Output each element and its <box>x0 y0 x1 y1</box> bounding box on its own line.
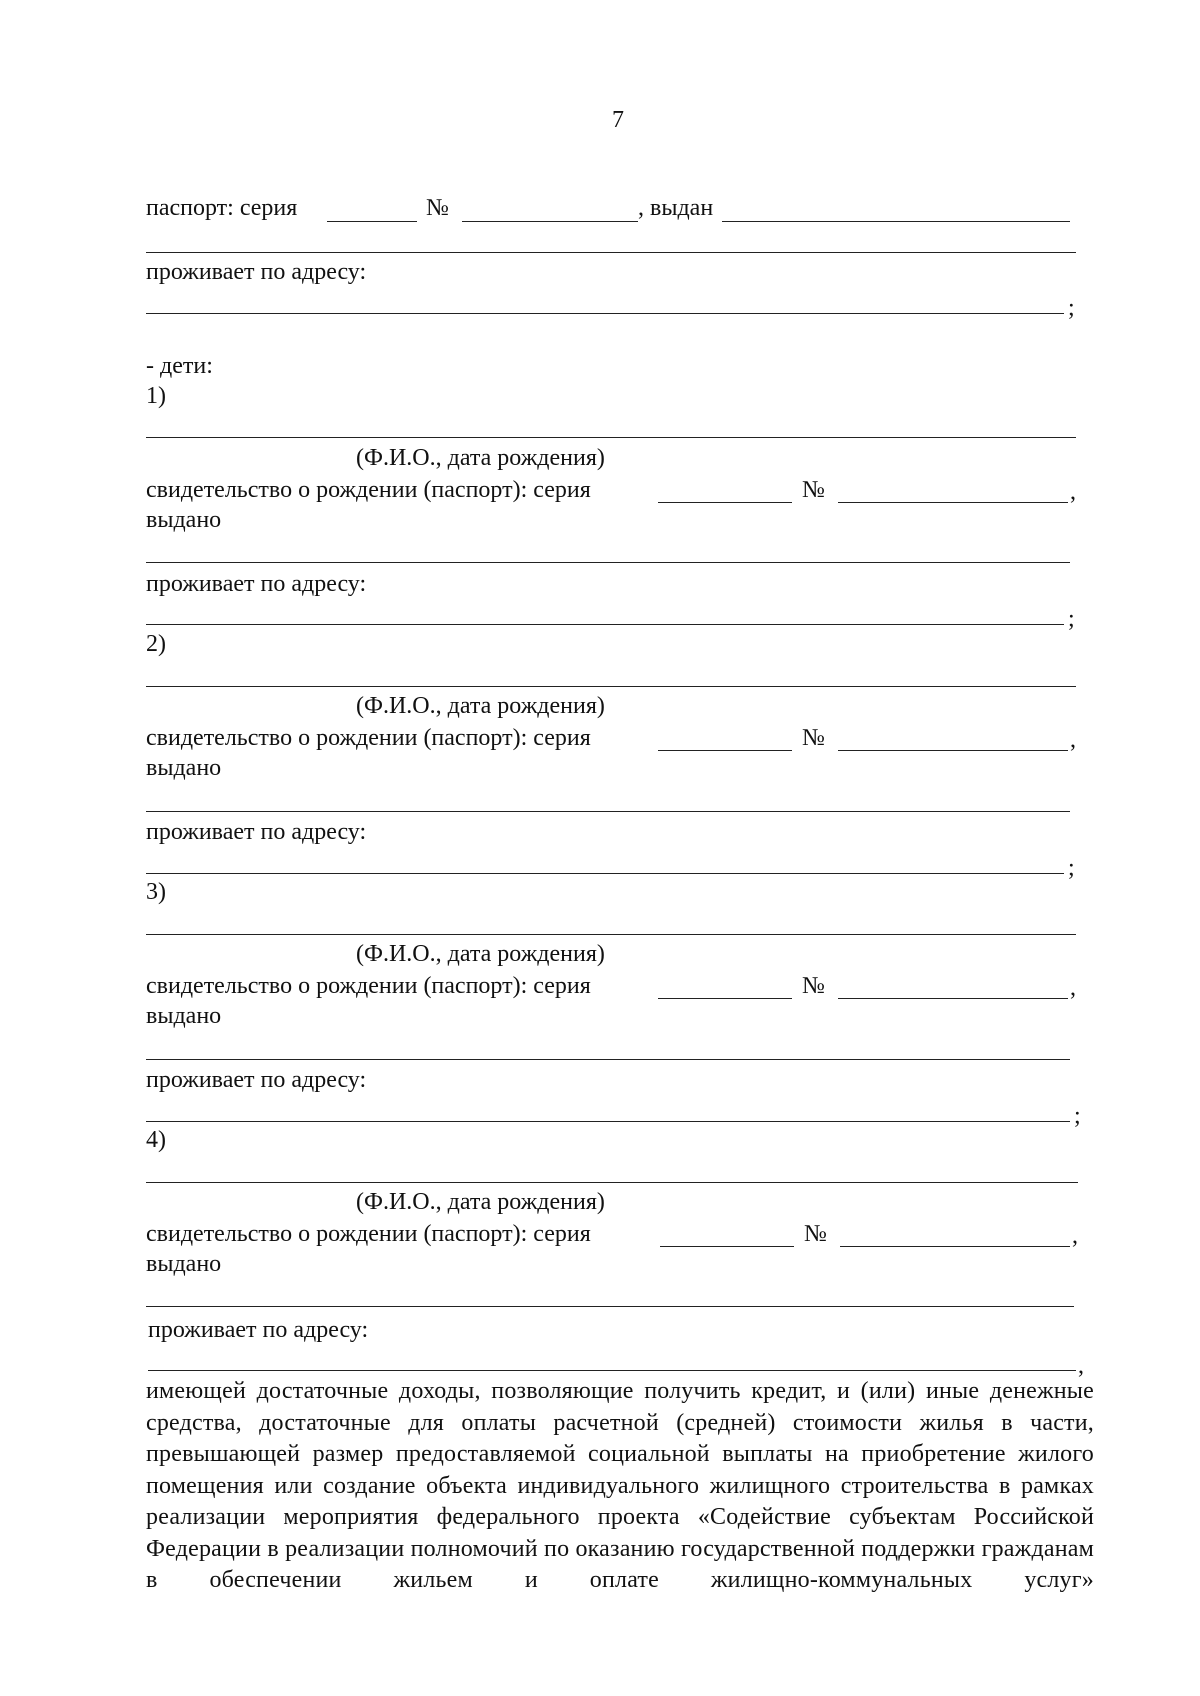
child-3-address-blank <box>146 1121 1070 1122</box>
child-1-issued-blank <box>146 562 1070 563</box>
closing-paragraph: имеющей достаточные доходы, позволяющие получить кредит, и (или) иные денежные средства, достаточные для оплаты расчетной (средней) стоимости жилья в части, превышающей размер предоставляемой социальной выплаты на приобретение жилого помещения или создание объекта индивидуального жилищного строительства в рамках реализации мероприятия федерального проекта «Содействие субъектам Российской Федерации в реализации полномочий по оказанию государственной поддержки гражданам в обеспечении жильем и оплате жилищно-коммунальных услуг» <box>146 1378 1094 1593</box>
child-3-certificate-label: свидетельство о рождении (паспорт): серия <box>146 973 591 999</box>
child-1-address-blank <box>146 624 1064 625</box>
child-1-address-label: проживает по адресу: <box>146 571 367 597</box>
child-3-comma: , <box>1070 975 1076 1001</box>
child-4-address-blank <box>148 1370 1076 1371</box>
parent-address-semicolon: ; <box>1068 295 1075 321</box>
child-4-issued-label: выдано <box>146 1251 222 1277</box>
child-4-issued-blank <box>146 1306 1074 1307</box>
child-2-number-label: № <box>802 725 825 751</box>
passport-issued-label: , выдан <box>638 195 714 221</box>
child-4-name-blank <box>146 1182 1078 1183</box>
child-4-comma: , <box>1072 1223 1078 1249</box>
child-1-series-blank <box>658 502 792 503</box>
children-heading: - дети: <box>146 353 213 379</box>
child-3-issued-label: выдано <box>146 1003 222 1029</box>
child-2-address-semicolon: ; <box>1068 855 1075 881</box>
child-3-index: 3) <box>146 879 166 905</box>
passport-series-label: паспорт: серия <box>146 195 298 221</box>
parent-address-label: проживает по адресу: <box>146 259 367 285</box>
page-number: 7 <box>612 107 624 133</box>
child-1-number-blank <box>838 502 1068 503</box>
child-3-series-blank <box>658 998 792 999</box>
passport-series-blank <box>327 221 417 222</box>
child-1-name-blank <box>146 437 1076 438</box>
child-3-number-blank <box>838 998 1068 999</box>
child-4-address-label: проживает по адресу: <box>148 1317 369 1343</box>
child-2-address-blank <box>146 873 1064 874</box>
child-4-index: 4) <box>146 1127 166 1153</box>
child-3-name-blank <box>146 934 1076 935</box>
child-3-fio-caption: (Ф.И.О., дата рождения) <box>356 941 605 967</box>
child-1-fio-caption: (Ф.И.О., дата рождения) <box>356 445 605 471</box>
child-1-number-label: № <box>802 477 825 503</box>
child-2-address-label: проживает по адресу: <box>146 819 367 845</box>
child-2-fio-caption: (Ф.И.О., дата рождения) <box>356 693 605 719</box>
child-1-address-semicolon: ; <box>1068 606 1075 632</box>
passport-issued-blank-continued <box>146 252 1076 253</box>
child-2-comma: , <box>1070 727 1076 753</box>
child-4-number-label: № <box>804 1221 827 1247</box>
child-4-certificate-label: свидетельство о рождении (паспорт): серия <box>146 1221 591 1247</box>
child-3-issued-blank <box>146 1059 1070 1060</box>
child-2-number-blank <box>838 750 1068 751</box>
child-4-fio-caption: (Ф.И.О., дата рождения) <box>356 1189 605 1215</box>
child-1-comma: , <box>1070 479 1076 505</box>
child-4-number-blank <box>840 1246 1070 1247</box>
child-1-index: 1) <box>146 383 166 409</box>
child-4-address-comma: , <box>1078 1353 1084 1379</box>
child-3-address-semicolon: ; <box>1074 1103 1081 1129</box>
child-2-issued-blank <box>146 811 1070 812</box>
child-2-issued-label: выдано <box>146 755 222 781</box>
passport-issued-blank <box>722 221 1070 222</box>
child-1-issued-label: выдано <box>146 507 222 533</box>
child-2-certificate-label: свидетельство о рождении (паспорт): серия <box>146 725 591 751</box>
child-3-address-label: проживает по адресу: <box>146 1067 367 1093</box>
passport-number-blank <box>462 221 638 222</box>
child-1-certificate-label: свидетельство о рождении (паспорт): серия <box>146 477 591 503</box>
parent-address-blank <box>146 313 1064 314</box>
child-3-number-label: № <box>802 973 825 999</box>
child-2-series-blank <box>658 750 792 751</box>
child-2-index: 2) <box>146 631 166 657</box>
child-4-series-blank <box>660 1246 794 1247</box>
passport-number-label: № <box>426 195 449 221</box>
child-2-name-blank <box>146 686 1076 687</box>
